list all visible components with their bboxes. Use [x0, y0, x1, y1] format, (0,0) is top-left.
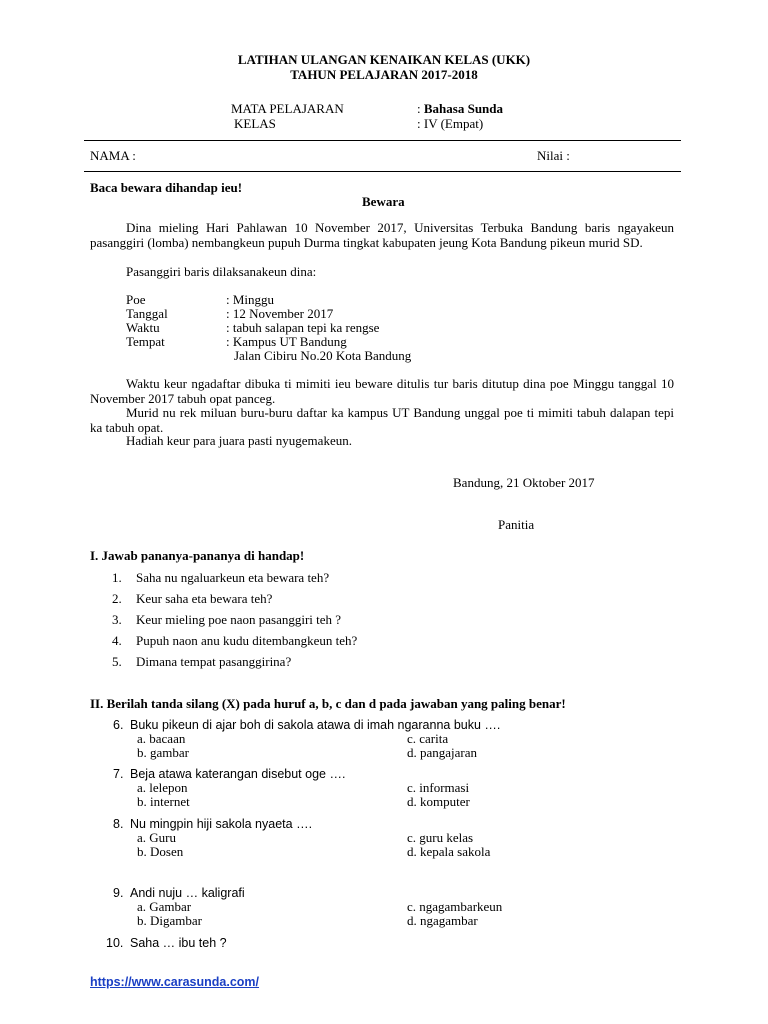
- option-d: d. kepala sakola: [407, 844, 491, 859]
- section-2-title: II. Berilah tanda silang (X) pada huruf a, b, c dan d pada jawaban yang paling benar!: [90, 696, 566, 711]
- score-field-label: Nilai :: [537, 148, 570, 163]
- question-num: 4.: [112, 633, 122, 648]
- source-link[interactable]: https://www.carasunda.com/: [90, 975, 260, 989]
- announcement-signature: Panitia: [498, 517, 535, 532]
- option-a: a. bacaan: [137, 731, 186, 746]
- subject-value: : Bahasa Sunda: [417, 101, 504, 116]
- question-text: Nu mingpin hiji sakola nyaeta ….: [130, 817, 313, 831]
- question-num: 7.: [113, 767, 124, 781]
- question-text: Saha … ibu teh ?: [130, 936, 227, 950]
- name-field-label: NAMA :: [90, 148, 136, 163]
- option-d: d. pangajaran: [407, 745, 478, 760]
- option-b: b. Digambar: [137, 913, 202, 928]
- question-num: 10.: [106, 936, 124, 950]
- announcement-paragraph-1: Dina mieling Hari Pahlawan 10 November 2017, Universitas Terbuka Bandung baris ngayakeun pasanggiri (lomba) nembangkeun pupuh Durma tingkat kabupaten jeung Kota Bandung pikeun murid SD.: [90, 220, 674, 250]
- option-c: c. ngagambarkeun: [407, 899, 503, 914]
- question-text: Pupuh naon anu kudu ditembangkeun teh?: [136, 633, 358, 648]
- exam-title: LATIHAN ULANGAN KENAIKAN KELAS (UKK): [237, 52, 531, 67]
- announcement-paragraph-3: Waktu keur ngadaftar dibuka ti mimiti ieu beware ditulis tur baris ditutup dina poe Minggu tanggal 10 November 2017 tabuh opat panceg.: [90, 376, 674, 406]
- school-year: TAHUN PELAJARAN 2017-2018: [290, 67, 478, 82]
- question-num: 5.: [112, 654, 122, 669]
- option-b: b. internet: [137, 794, 190, 809]
- question-num: 2.: [112, 591, 122, 606]
- section-1-title: I. Jawab pananya-pananya di handap!: [90, 548, 305, 563]
- question-text: Dimana tempat pasanggirina?: [136, 654, 292, 669]
- detail-address: Jalan Cibiru No.20 Kota Bandung: [234, 348, 412, 363]
- option-d: d. komputer: [407, 794, 470, 809]
- announcement-paragraph-4: Murid nu rek miluan buru-buru daftar ka kampus UT Bandung unggal poe ti mimiti tabuh dalapan tepi ka tabuh opat.: [90, 405, 674, 435]
- announcement-paragraph-2: Pasanggiri baris dilaksanakeun dina:: [126, 264, 317, 279]
- question-text: Andi nuju … kaligrafi: [130, 886, 245, 900]
- question-text: Buku pikeun di ajar boh di sakola atawa di imah ngaranna buku ….: [130, 718, 501, 732]
- detail-value-day: : Minggu: [226, 292, 275, 307]
- question-text: Keur mieling poe naon pasanggiri teh ?: [136, 612, 342, 627]
- detail-label-place: Tempat: [126, 334, 165, 349]
- detail-label-day: Poe: [126, 292, 146, 307]
- question-num: 6.: [113, 718, 124, 732]
- subject-label: MATA PELAJARAN: [231, 101, 344, 116]
- question-text: Beja atawa katerangan disebut oge ….: [130, 767, 346, 781]
- announcement-date: Bandung, 21 Oktober 2017: [453, 475, 595, 490]
- detail-label-date: Tanggal: [126, 306, 168, 321]
- option-a: a. Guru: [137, 830, 176, 845]
- divider-bottom: [84, 171, 681, 172]
- question-text: Saha nu ngaluarkeun eta bewara teh?: [136, 570, 330, 585]
- question-num: 3.: [112, 612, 122, 627]
- detail-label-time: Waktu: [126, 320, 160, 335]
- class-value: : IV (Empat): [417, 116, 484, 131]
- question-text: Keur saha eta bewara teh?: [136, 591, 273, 606]
- question-num: 8.: [113, 817, 124, 831]
- option-c: c. guru kelas: [407, 830, 474, 845]
- reading-instruction: Baca bewara dihandap ieu!: [90, 180, 243, 195]
- detail-value-time: : tabuh salapan tepi ka rengse: [226, 320, 380, 335]
- announcement-heading: Bewara: [362, 194, 405, 209]
- option-d: d. ngagambar: [407, 913, 478, 928]
- announcement-paragraph-5: Hadiah keur para juara pasti nyugemakeun.: [126, 433, 352, 448]
- option-c: c. carita: [407, 731, 449, 746]
- question-num: 1.: [112, 570, 122, 585]
- option-b: b. gambar: [137, 745, 189, 760]
- option-c: c. informasi: [407, 780, 470, 795]
- detail-value-date: : 12 November 2017: [226, 306, 334, 321]
- class-label: KELAS: [234, 116, 276, 131]
- option-a: a. lelepon: [137, 780, 188, 795]
- option-a: a. Gambar: [137, 899, 192, 914]
- option-b: b. Dosen: [137, 844, 184, 859]
- question-num: 9.: [113, 886, 124, 900]
- divider-top: [84, 140, 681, 141]
- detail-value-place: : Kampus UT Bandung: [226, 334, 347, 349]
